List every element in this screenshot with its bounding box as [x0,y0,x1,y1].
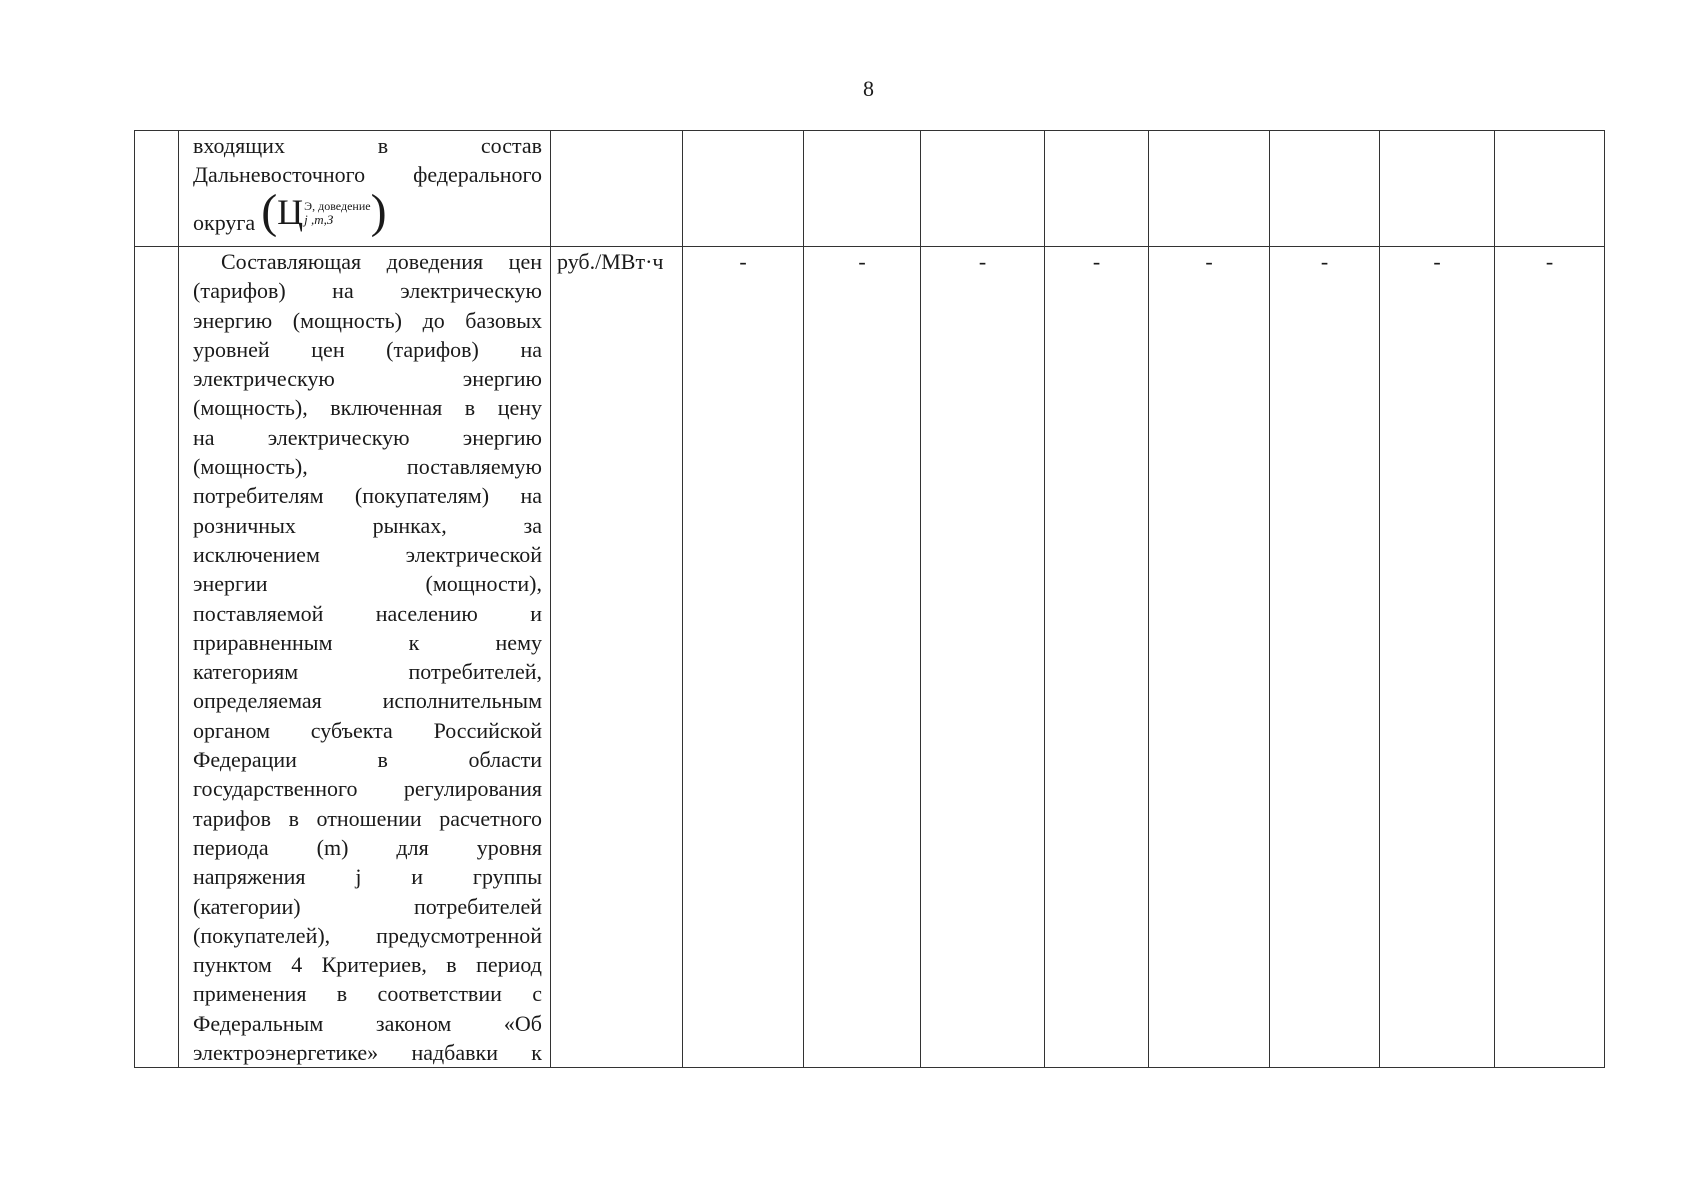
text-line: Федерации в области [193,747,542,773]
text-line: (мощность), поставляемую [193,454,542,480]
text-line: (тарифов) на электрическую [193,278,542,304]
table-row [135,247,1605,1068]
text-line: уровней цен (тарифов) на [193,336,542,362]
indicator-name-cell [179,131,551,247]
value-cell: - [921,247,1045,1068]
indicator-name-cell [179,247,551,1068]
tariff-table [134,130,1605,1068]
text-line: напряжения j и группы [193,864,542,890]
text-line: применения в соответствии с [193,981,542,1007]
value-cell: - [1270,247,1380,1068]
text-line: на электрическую энергию [193,424,542,450]
value-cell [804,131,921,247]
value-cell [683,131,804,247]
text-line: Дальневосточного федерального [193,162,542,188]
text-line: Составляющая доведения цен [221,249,542,274]
text-line: (категории) потребителей [193,893,542,919]
value-cell [1495,131,1605,247]
value-cell [921,131,1045,247]
indicator-description [193,247,542,1067]
text-line: розничных рынках, за [193,512,542,538]
text-line: исключением электрической [193,541,542,567]
text-line: приравненным к нему [193,629,542,655]
text-line: округа ( Ц Э, доведение j ,m,З ) [193,184,387,238]
value-cell: - [1380,247,1495,1068]
table-row [135,131,1605,247]
text-line: периода (m) для уровня [193,834,542,860]
price-formula: ( Ц Э, доведение j ,m,З ) [261,184,387,238]
value-cell [1045,131,1149,247]
value-cell: - [1149,247,1270,1068]
unit-cell [551,131,683,247]
text-line: Федеральным законом «Об [193,1010,542,1036]
row-number-cell [135,131,179,247]
formula-base: Ц [277,191,304,232]
text-line: тарифов в отношении расчетного [193,805,542,831]
text-line: категориям потребителей, [193,659,542,685]
page-number: 8 [863,76,874,101]
text-line: (мощность), включенная в цену [193,395,542,421]
text-line: пунктом 4 Критериев, в период [193,952,542,978]
text-line: (покупателей), предусмотренной [193,922,542,948]
formula-subscript: j ,m,З [304,211,334,227]
text-line: электроэнергетике» надбавки к [193,1040,542,1066]
value-cell: - [1045,247,1149,1068]
text-line: определяемая исполнительным [193,688,542,714]
text-line: входящих в состав [193,133,542,158]
value-cell [1380,131,1495,247]
text-line: органом субъекта Российской [193,717,542,743]
text-line: поставляемой населению и [193,600,542,626]
text-line: потребителям (покупателям) на [193,483,542,509]
text-line: энергию (мощность) до базовых [193,307,542,333]
value-cell [1270,131,1380,247]
row-number-cell [135,247,179,1068]
text-line: энергии (мощности), [193,571,542,597]
value-cell [1149,131,1270,247]
text-line: государственного регулирования [193,776,542,802]
value-cell: - [683,247,804,1068]
text-line: электрическую энергию [193,366,542,392]
unit-cell: руб./МВт·ч [551,247,683,1068]
value-cell: - [804,247,921,1068]
formula-superscript: Э, доведение [304,198,371,213]
value-cell: - [1495,247,1605,1068]
